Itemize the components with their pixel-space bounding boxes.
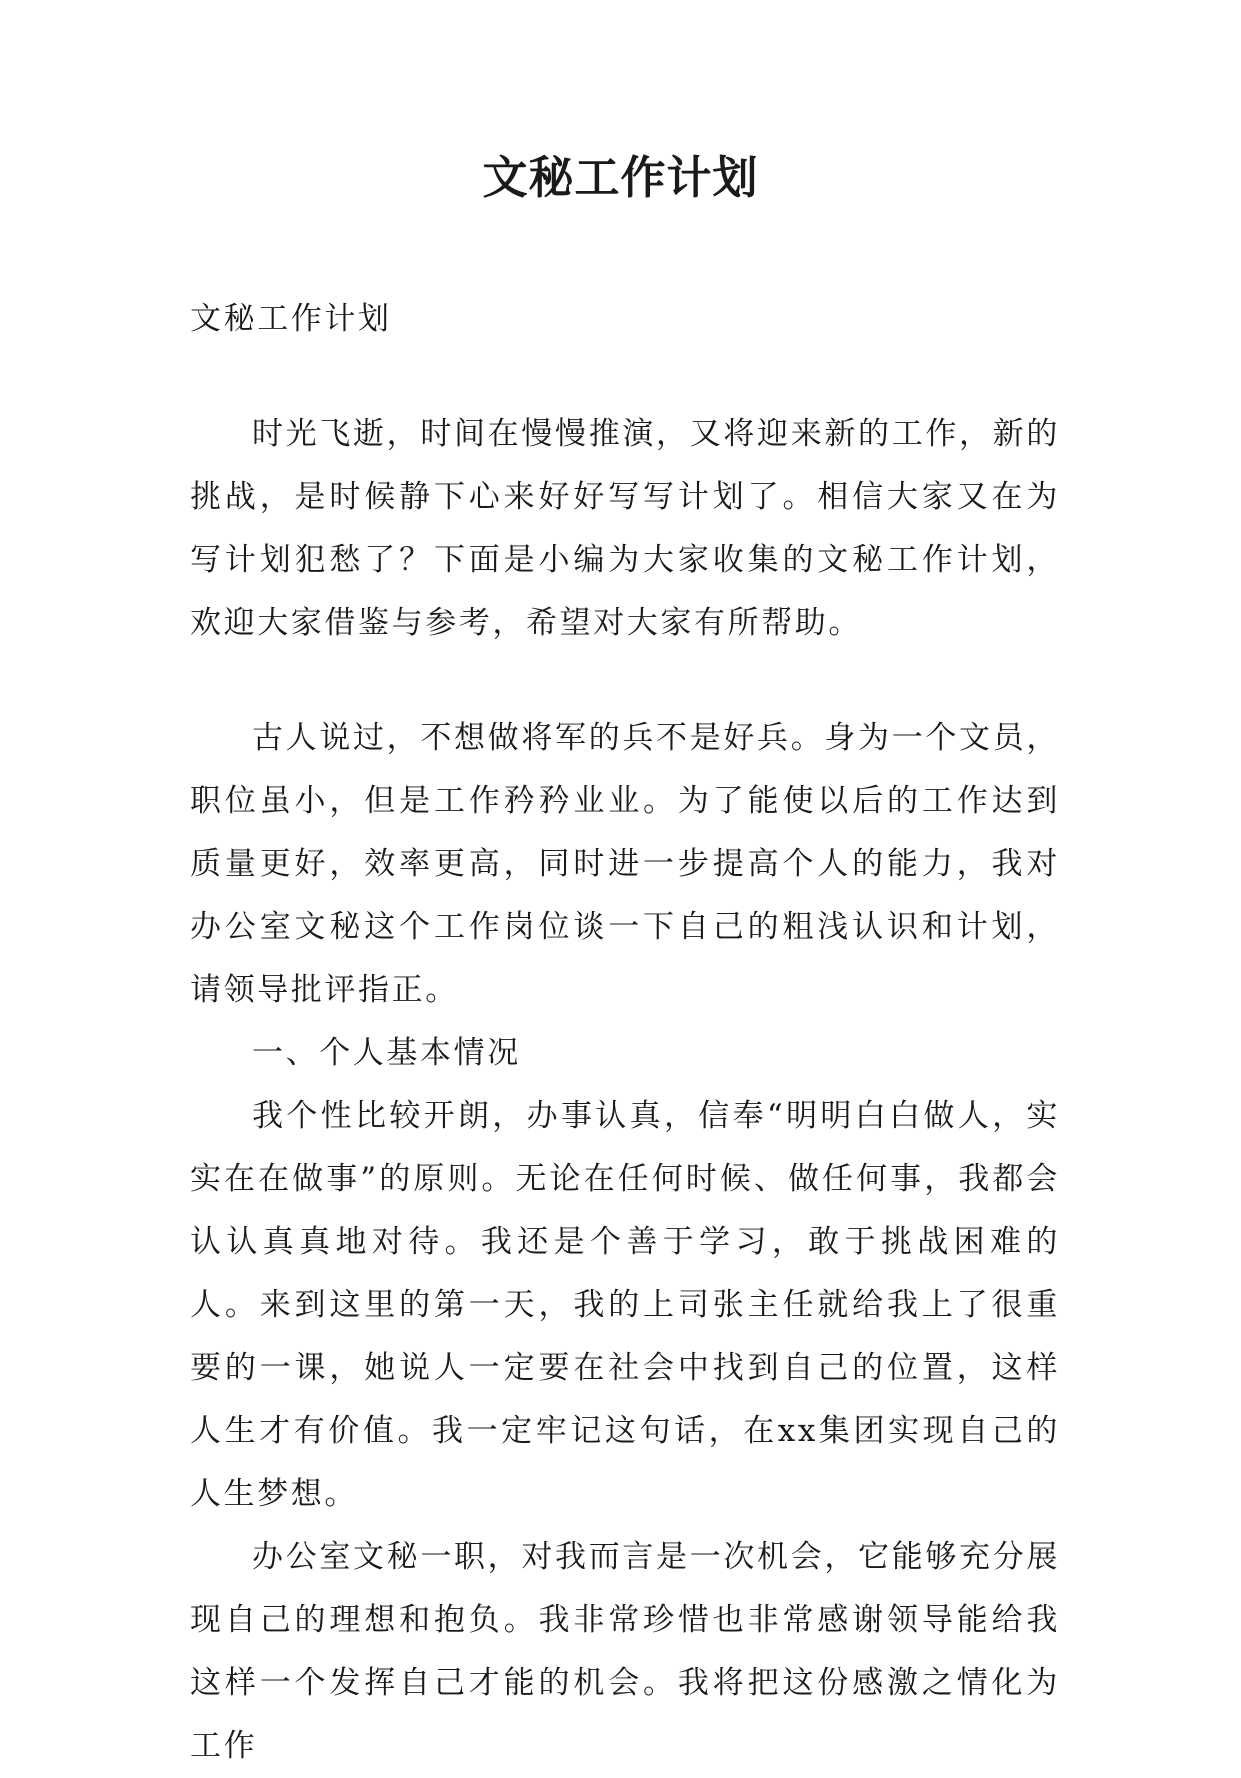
intro-paragraph: 时光飞逝，时间在慢慢推演，又将迎来新的工作，新的挑战，是时候静下心来好好写写计划了。相信大家又在为写计划犯愁了？下面是小编为大家收集的文秘工作计划，欢迎大家借鉴与参考，希望对大家有所帮助。 xyxy=(190,416,1060,641)
body-paragraph: 古人说过，不想做将军的兵不是好兵。身为一个文员，职位虽小，但是工作矜矜业业。为了能使以后的工作达到质量更好，效率更高，同时进一步提高个人的能力，我对办公室文秘这个工作岗位谈一下自己的粗浅认识和计划，请领导批评指正。 xyxy=(190,720,1060,1008)
document-title: 文秘工作计划 xyxy=(482,151,759,204)
body-paragraph: 办公室文秘一职，对我而言是一次机会，它能够充分展现自己的理想和抱负。我非常珍惜也非常感谢领导能给我这样一个发挥自己才能的机会。我将把这份感激之情化为工作 xyxy=(190,1539,1060,1764)
document-subtitle: 文秘工作计划 xyxy=(190,301,392,337)
section-heading: 一、个人基本情况 xyxy=(252,1035,521,1071)
body-paragraph: 我个性比较开朗，办事认真，信奉“明明白白做人，实实在在做事”的原则。无论在任何时候、做任何事，我都会认认真真地对待。我还是个善于学习，敢于挑战困难的人。来到这里的第一天，我的上司张主任就给我上了很重要的一课，她说人一定要在社会中找到自己的位置，这样人生才有价值。我一定牢记这句话，在xx集团实现自己的人生梦想。 xyxy=(190,1098,1060,1512)
document-body xyxy=(190,288,1060,1778)
